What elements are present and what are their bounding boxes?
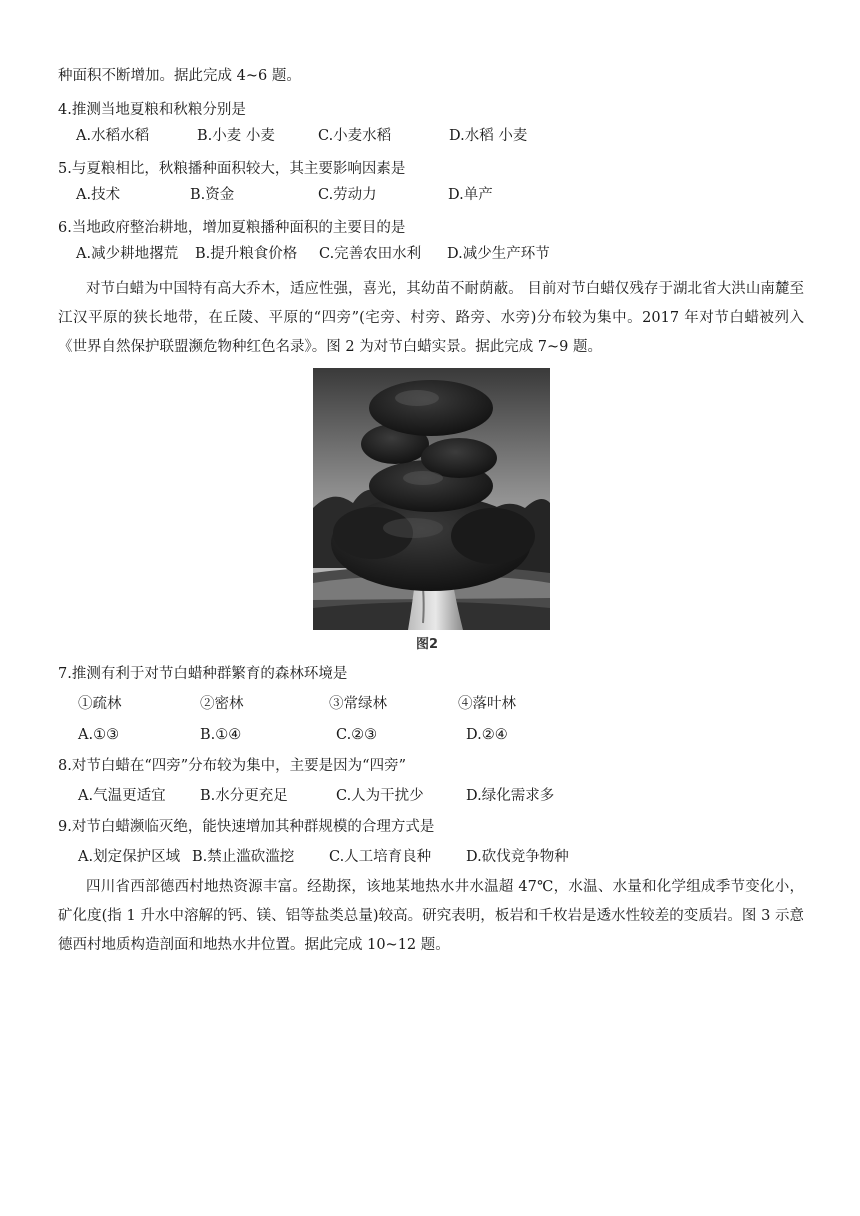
- passage-ash-tree: 对节白蜡为中国特有高大乔木，适应性强，喜光，其幼苗不耐荫蔽。 目前对节白蜡仅残存于湖北省大洪山南麓至江汉平原的狭长地带，在丘陵、平原的“四旁”(宅旁、村旁、路旁、水旁)分布较为集中。2017 年对节白蜡被列入《世界自然保护联盟濒危物种红色名录》。图 2 为对节白蜡实景。据此完成 7~9 题。: [58, 281, 804, 355]
- question-9-option-b: B.禁止滥砍滥挖: [192, 849, 295, 865]
- question-4-stem: 4.推测当地夏粮和秋粮分别是: [58, 102, 246, 118]
- question-9-option-d: D.砍伐竞争物种: [466, 849, 569, 865]
- figure-2-photo: [313, 368, 550, 630]
- question-5-option-b: B.资金: [190, 187, 235, 203]
- tree-photo-icon: [313, 368, 550, 630]
- question-7-item-4: ④落叶林: [458, 696, 516, 712]
- question-4-option-d: D.水稻 小麦: [449, 128, 528, 144]
- question-4-option-a: A.水稻水稻: [76, 128, 150, 144]
- question-9-option-c: C.人工培育良种: [329, 849, 432, 865]
- question-6-option-d: D.减少生产环节: [447, 246, 550, 262]
- question-5-option-a: A.技术: [76, 187, 121, 203]
- question-6-stem: 6.当地政府整治耕地，增加夏粮播种面积的主要目的是: [58, 220, 406, 236]
- question-7-item-1: ①疏林: [78, 696, 122, 712]
- question-8-option-b: B.水分更充足: [200, 788, 288, 804]
- question-7-option-a: A.①③: [78, 727, 120, 743]
- figure-2-caption: 图2: [416, 637, 439, 652]
- question-4-option-c: C.小麦水稻: [318, 128, 392, 144]
- question-7-option-c: C.②③: [336, 727, 378, 743]
- question-9-option-a: A.划定保护区域: [78, 849, 181, 865]
- question-7-option-d: D.②④: [466, 727, 508, 743]
- question-8-stem: 8.对节白蜡在“四旁”分布较为集中，主要是因为“四旁”: [58, 758, 406, 774]
- question-9-stem: 9.对节白蜡濒临灭绝，能快速增加其种群规模的合理方式是: [58, 819, 435, 835]
- question-7-stem: 7.推测有利于对节白蜡种群繁育的森林环境是: [58, 666, 348, 682]
- question-6-option-a: A.减少耕地撂荒: [76, 246, 179, 262]
- question-8-option-c: C.人为干扰少: [336, 788, 424, 804]
- question-6-option-c: C.完善农田水利: [319, 246, 422, 262]
- question-7-item-3: ③常绿林: [329, 696, 387, 712]
- question-7-option-b: B.①④: [200, 727, 242, 743]
- question-8-option-a: A.气温更适宜: [78, 788, 166, 804]
- intro-tail: 种面积不断增加。据此完成 4~6 题。: [58, 68, 301, 84]
- question-4-option-b: B.小麦 小麦: [197, 128, 275, 144]
- question-5-option-c: C.劳动力: [318, 187, 377, 203]
- question-7-item-2: ②密林: [200, 696, 244, 712]
- passage-geothermal: 四川省西部德西村地热资源丰富。经勘探，该地某地热水井水温超 47℃，水温、水量和化学组成季节变化小，矿化度(指 1 升水中溶解的钙、镁、铝等盐类总量)较高。研究表明，板岩和千枚岩是透水性较差的变质岩。图 3 示意德西村地质构造剖面和地热水井位置。据此完成 10~12 题。: [58, 879, 804, 953]
- question-5-option-d: D.单产: [448, 187, 493, 203]
- question-8-option-d: D.绿化需求多: [466, 788, 555, 804]
- question-6-option-b: B.提升粮食价格: [195, 246, 298, 262]
- question-5-stem: 5.与夏粮相比，秋粮播种面积较大，其主要影响因素是: [58, 161, 406, 177]
